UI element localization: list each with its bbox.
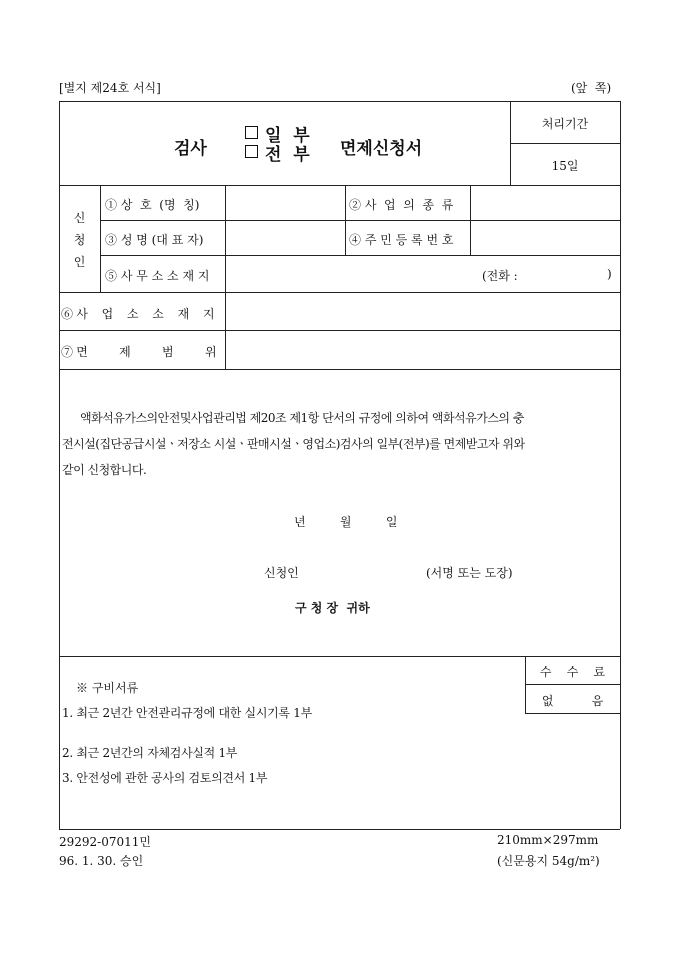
signature-label: (서명 또는 도장) bbox=[426, 566, 513, 580]
processing-period-label: 처리기간 bbox=[541, 117, 589, 131]
title-suffix: 면제신청서 bbox=[340, 139, 423, 159]
option-full: 전 부 bbox=[265, 145, 310, 165]
processing-period-value: 15일 bbox=[551, 159, 579, 173]
business-type-label: ② 사 업 의 종 류 bbox=[349, 198, 454, 212]
form-number: [별지 제24호 서식] bbox=[59, 81, 161, 95]
exemption-scope-label: ⑦ 면 제 범 위 bbox=[61, 345, 217, 359]
phone-close: ) bbox=[607, 267, 612, 281]
representative-name-label: ③ 성 명 (대 표 자) bbox=[105, 233, 204, 247]
applicant-label-1: 신 bbox=[73, 211, 86, 225]
date-line: 년 월 일 bbox=[294, 515, 398, 529]
paper-size: 210mm×297mm bbox=[497, 833, 599, 847]
statement-line-1: 액화석유가스의안전및사업관리법 제20조 제1항 단서의 규정에 의하여 액화석유가스의 충 bbox=[80, 411, 524, 425]
business-site-field[interactable] bbox=[228, 294, 618, 328]
fee-value: 없 음 bbox=[541, 694, 604, 708]
full-checkbox[interactable] bbox=[245, 145, 258, 158]
approval-date: 96. 1. 30. 승인 bbox=[59, 854, 144, 868]
document-item-1: 1. 최근 2년간 안전관리규정에 대한 실시기록 1부 bbox=[62, 706, 312, 720]
business-name-field[interactable] bbox=[228, 187, 343, 219]
resident-number-field[interactable] bbox=[473, 222, 618, 254]
form-code: 29292-07011민 bbox=[59, 835, 151, 849]
statement-line-2: 전시설(집단공급시설ㆍ저장소 시설ㆍ판매시설ㆍ영업소)검사의 일부(전부)를 면제받고자 위와 bbox=[62, 437, 525, 451]
exemption-scope-field[interactable] bbox=[228, 332, 618, 367]
representative-name-field[interactable] bbox=[228, 222, 343, 254]
signer-label: 신청인 bbox=[264, 566, 299, 580]
document-item-2: 2. 최근 2년간의 자체검사실적 1부 bbox=[62, 746, 238, 760]
applicant-label-2: 청 bbox=[73, 233, 86, 247]
phone-label: (전화 : bbox=[482, 269, 518, 283]
office-address-label: ⑤ 사 무 소 소 재 지 bbox=[105, 269, 210, 283]
office-address-field[interactable] bbox=[228, 257, 478, 290]
business-name-label: ① 상 호 (명 칭) bbox=[105, 198, 200, 212]
documents-heading: ※ 구비서류 bbox=[76, 681, 139, 695]
business-site-label: ⑥ 사 업 소 소 재 지 bbox=[61, 307, 215, 321]
paper-type: (신문용지 54g/m²) bbox=[497, 854, 600, 868]
title-prefix: 검사 bbox=[174, 139, 207, 159]
business-type-field[interactable] bbox=[473, 187, 618, 219]
fee-label: 수 수 료 bbox=[539, 665, 606, 679]
page-side-label: (앞 쪽) bbox=[571, 81, 612, 95]
document-item-3: 3. 안전성에 관한 공사의 검토의견서 1부 bbox=[62, 771, 268, 785]
applicant-label-3: 인 bbox=[73, 255, 86, 269]
addressee: 구 청 장 귀하 bbox=[295, 601, 370, 615]
option-partial: 일 부 bbox=[265, 126, 310, 146]
statement-line-3: 같이 신청합니다. bbox=[62, 463, 147, 477]
resident-number-label: ④ 주 민 등 록 번 호 bbox=[349, 233, 454, 247]
partial-checkbox[interactable] bbox=[245, 126, 258, 139]
signer-name-field[interactable] bbox=[306, 560, 416, 580]
